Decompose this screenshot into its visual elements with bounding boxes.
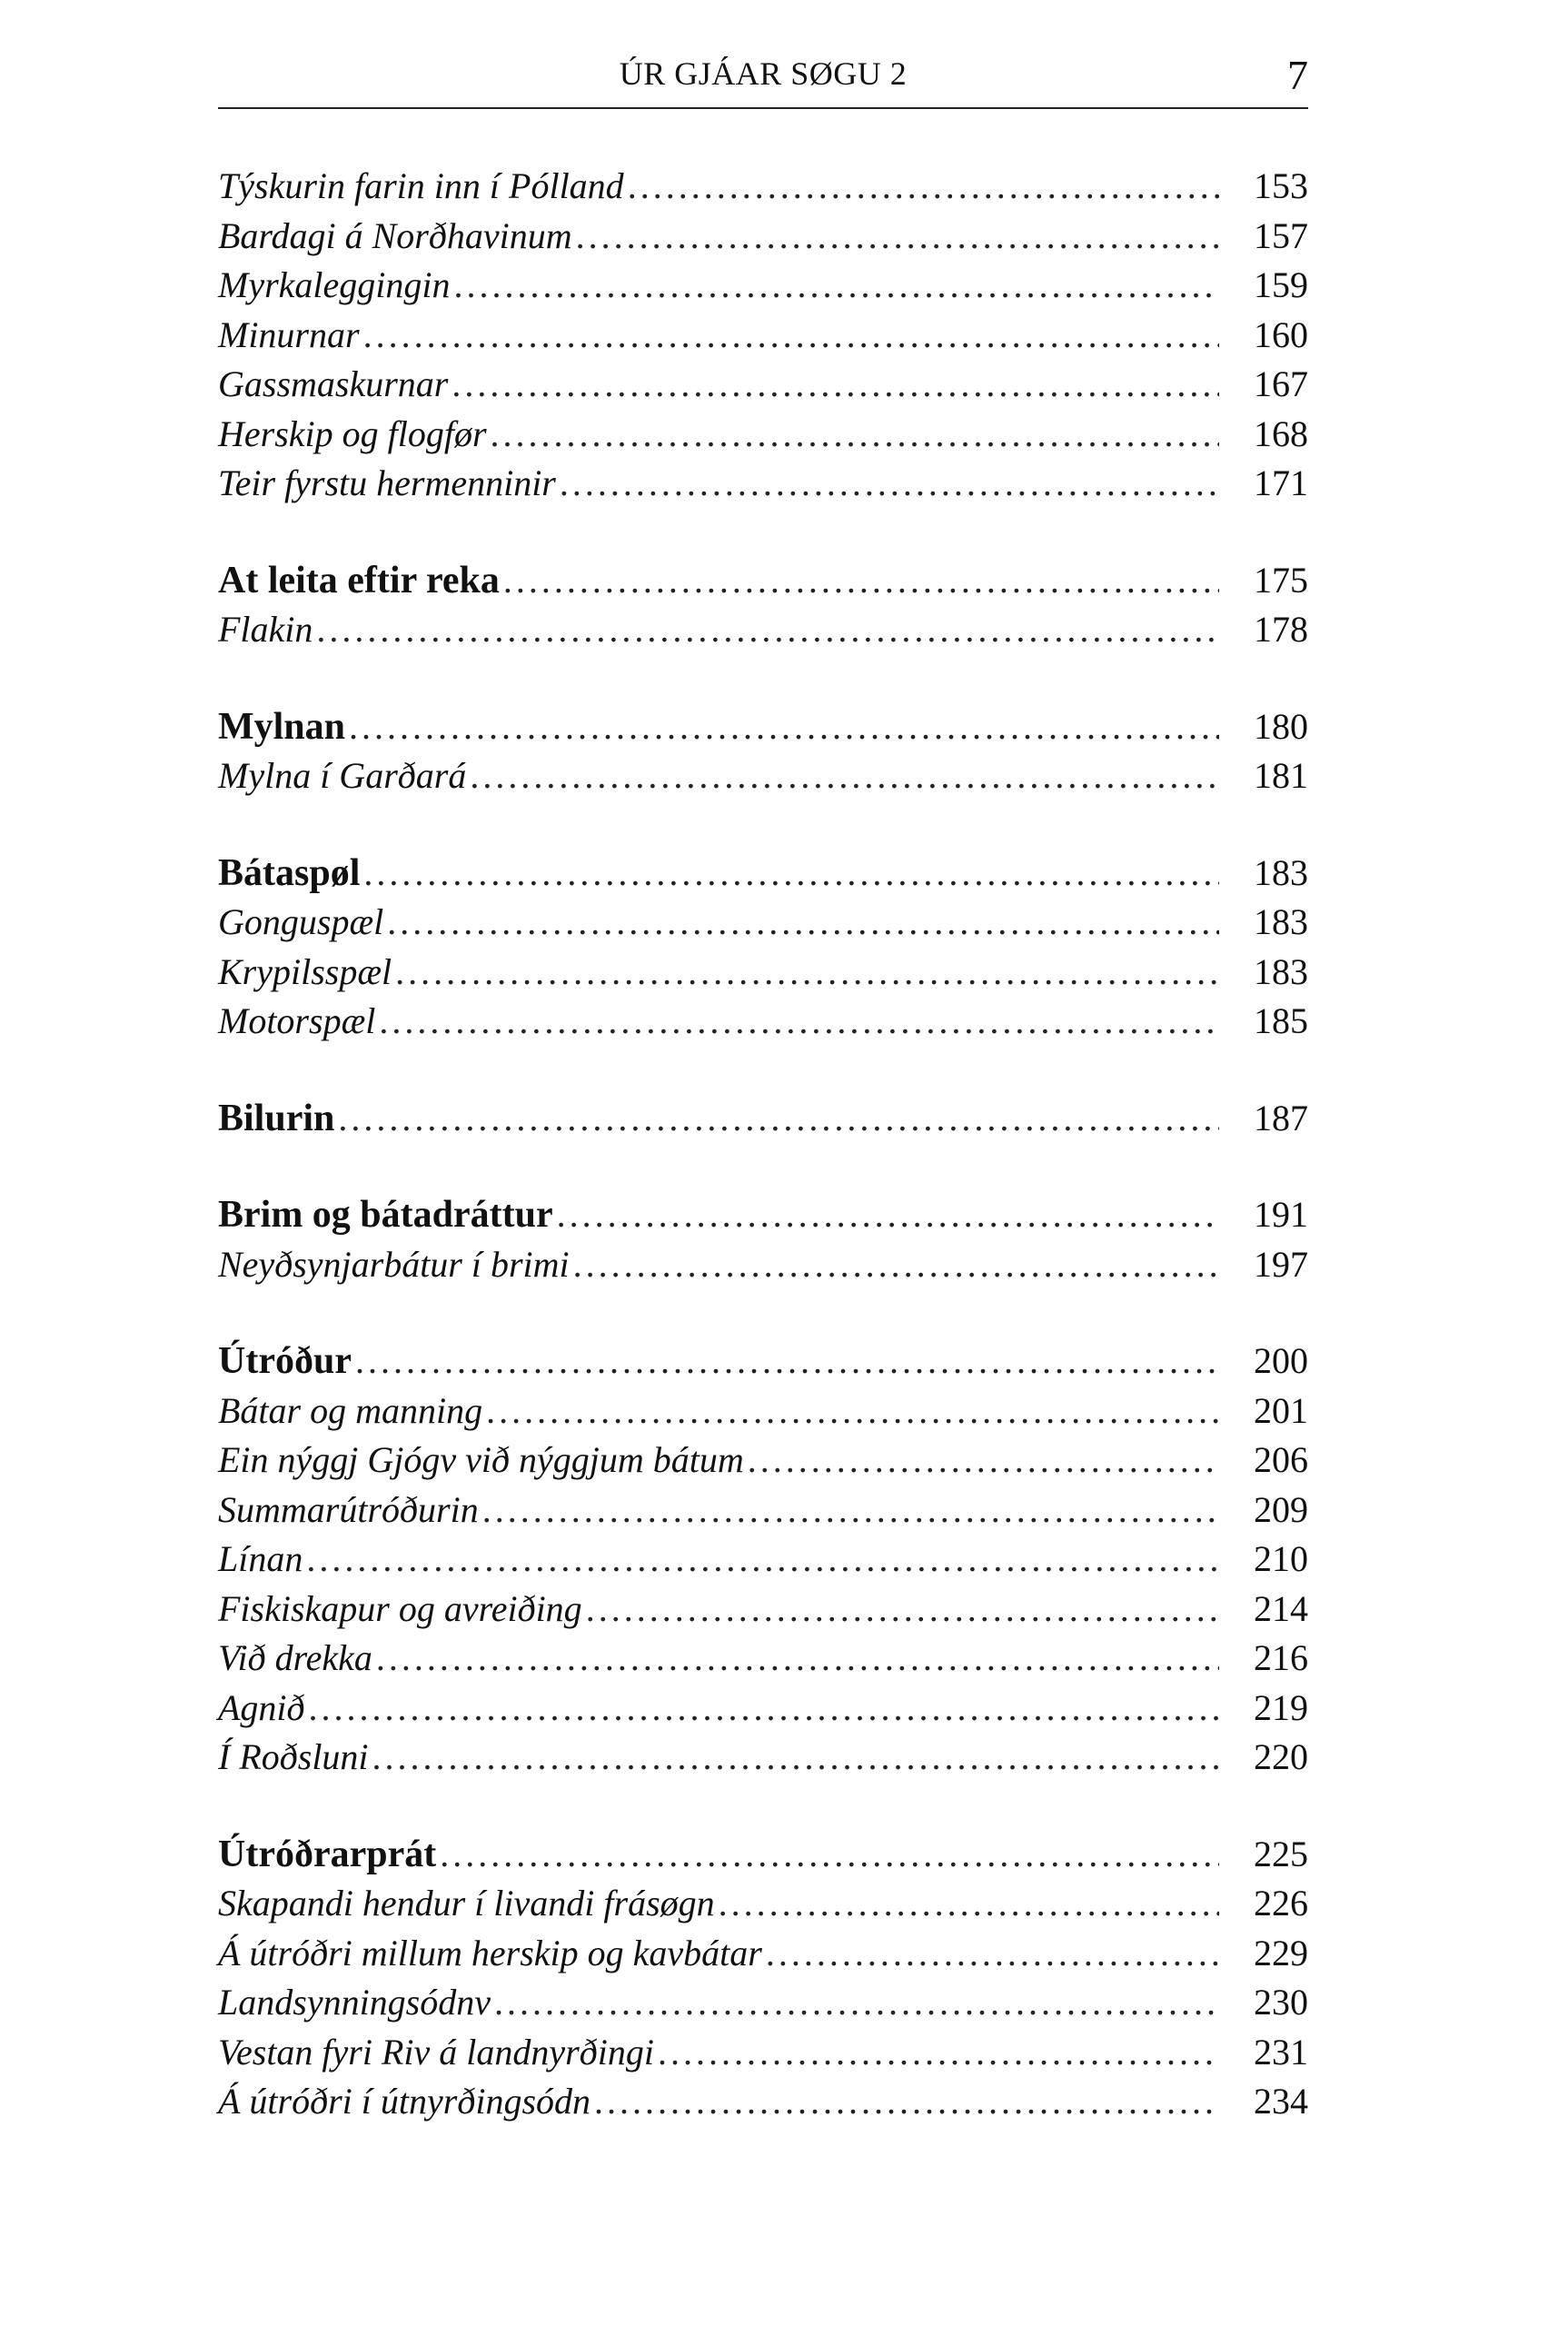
toc-entry-page: 201 xyxy=(1254,1389,1308,1431)
toc-entry-page: 200 xyxy=(1254,1340,1308,1381)
toc-entry-title: Týskurin farin inn í Pólland xyxy=(218,165,624,206)
toc-entry-title: Mylna í Garðará xyxy=(218,755,467,796)
toc-entry-page: 183 xyxy=(1254,901,1308,942)
dot-leader xyxy=(654,2028,1219,2077)
running-head xyxy=(218,51,1308,105)
toc-entry-title: Neyðsynjarbátur í brimi xyxy=(218,1243,570,1285)
dot-leader xyxy=(352,1337,1219,1386)
dot-leader xyxy=(570,1240,1219,1289)
toc-entry[interactable] xyxy=(218,162,1308,212)
dot-leader xyxy=(479,1486,1219,1535)
toc-entry[interactable] xyxy=(218,2028,1308,2078)
toc-entry[interactable] xyxy=(218,261,1308,311)
toc-entry-title: Gonguspæl xyxy=(218,901,384,942)
toc-entry-page: 160 xyxy=(1254,313,1308,355)
toc-entry-title: Bilurin xyxy=(218,1097,335,1139)
toc-section-heading[interactable] xyxy=(218,1190,1308,1240)
toc-entry[interactable] xyxy=(218,1585,1308,1635)
dot-leader xyxy=(383,898,1219,947)
toc-entry-page: 181 xyxy=(1254,755,1308,796)
toc-entry-title: Flakin xyxy=(218,609,313,650)
toc-entry[interactable] xyxy=(218,751,1308,801)
toc-entry[interactable] xyxy=(218,1978,1308,2028)
toc-entry-title: Útróður xyxy=(218,1340,352,1382)
toc-entry-title: Bardagi á Norðhavinum xyxy=(218,214,572,256)
dot-leader xyxy=(744,1436,1219,1485)
toc-entry-page: 183 xyxy=(1254,851,1308,893)
toc-entry-page: 167 xyxy=(1254,363,1308,404)
dot-leader xyxy=(448,360,1219,409)
toc-section xyxy=(218,702,1308,801)
dot-leader xyxy=(360,849,1219,898)
dot-leader xyxy=(305,1684,1219,1733)
dot-leader xyxy=(375,997,1219,1046)
toc-entry[interactable] xyxy=(218,360,1308,410)
toc-section-heading[interactable] xyxy=(218,1094,1308,1144)
toc-entry-title: Línan xyxy=(218,1538,303,1579)
table-of-contents xyxy=(218,162,1308,2174)
running-title: ÚR GJÁAR SØGU 2 xyxy=(619,55,908,92)
toc-entry-title: Krypilsspæl xyxy=(218,950,392,992)
toc-entry-page: 210 xyxy=(1254,1538,1308,1579)
toc-entry-title: Ein nýggj Gjógv við nýggjum bátum xyxy=(218,1439,744,1480)
toc-entry-page: 159 xyxy=(1254,264,1308,305)
toc-entry-page: 219 xyxy=(1254,1686,1308,1728)
toc-entry-page: 230 xyxy=(1254,1982,1308,2023)
toc-entry-page: 197 xyxy=(1254,1243,1308,1285)
toc-section-heading[interactable] xyxy=(218,1830,1308,1880)
toc-section xyxy=(218,556,1308,655)
toc-entry-page: 191 xyxy=(1254,1194,1308,1235)
toc-entry[interactable] xyxy=(218,1486,1308,1536)
toc-entry-page: 225 xyxy=(1254,1833,1308,1874)
dot-leader xyxy=(500,556,1219,605)
toc-entry-page: 226 xyxy=(1254,1883,1308,1923)
toc-section xyxy=(218,1190,1308,1289)
dot-leader xyxy=(466,751,1219,800)
toc-entry-page: 175 xyxy=(1254,559,1308,601)
toc-entry-page: 168 xyxy=(1254,413,1308,454)
toc-entry[interactable] xyxy=(218,1634,1308,1684)
toc-entry-title: Gassmaskurnar xyxy=(218,363,449,404)
toc-entry-title: Mylnan xyxy=(218,705,346,748)
toc-entry-page: 214 xyxy=(1254,1587,1308,1629)
dot-leader xyxy=(303,1535,1219,1584)
toc-entry-title: At leita eftir reka xyxy=(218,559,500,601)
dot-leader xyxy=(582,1585,1219,1634)
dot-leader xyxy=(392,948,1219,997)
toc-entry[interactable] xyxy=(218,1929,1308,1979)
dot-leader xyxy=(590,2077,1219,2126)
dot-leader xyxy=(372,1634,1219,1683)
toc-section-heading[interactable] xyxy=(218,556,1308,606)
toc-entry[interactable] xyxy=(218,1387,1308,1436)
toc-entry-page: 178 xyxy=(1254,609,1308,650)
toc-entry[interactable] xyxy=(218,311,1308,361)
toc-entry-page: 234 xyxy=(1254,2081,1308,2122)
toc-entry-page: 209 xyxy=(1254,1488,1308,1530)
toc-entry-page: 185 xyxy=(1254,1000,1308,1041)
toc-section xyxy=(218,1337,1308,1783)
dot-leader xyxy=(624,162,1219,211)
dot-leader xyxy=(436,1830,1219,1879)
toc-entry[interactable] xyxy=(218,605,1308,655)
dot-leader xyxy=(553,1190,1219,1239)
dot-leader xyxy=(572,212,1219,261)
dot-leader xyxy=(556,459,1219,508)
toc-section xyxy=(218,849,1308,1047)
toc-entry-page: 206 xyxy=(1254,1439,1308,1480)
toc-entry[interactable] xyxy=(218,410,1308,460)
toc-entry-title: Myrkaleggingin xyxy=(218,264,451,305)
dot-leader xyxy=(762,1929,1219,1978)
toc-section-heading[interactable] xyxy=(218,1337,1308,1387)
toc-entry-title: Skapandi hendur í livandi frásøgn xyxy=(218,1883,715,1923)
toc-entry-title: Summarútróðurin xyxy=(218,1488,479,1530)
toc-entry[interactable] xyxy=(218,2077,1308,2127)
toc-entry-page: 231 xyxy=(1254,2031,1308,2073)
toc-entry[interactable] xyxy=(218,1436,1308,1486)
toc-entry-title: Herskip og flogfør xyxy=(218,413,487,454)
toc-section-heading[interactable] xyxy=(218,702,1308,752)
toc-entry-title: Landsynningsódnv xyxy=(218,1982,491,2023)
toc-entry[interactable] xyxy=(218,1535,1308,1585)
toc-section xyxy=(218,1094,1308,1144)
page-number: 7 xyxy=(1287,52,1308,98)
toc-entry-title: Útróðrarprát xyxy=(218,1833,437,1875)
toc-entry-title: Bátar og manning xyxy=(218,1389,483,1431)
toc-entry-page: 171 xyxy=(1254,462,1308,503)
toc-entry[interactable] xyxy=(218,1684,1308,1734)
dot-leader xyxy=(451,261,1220,310)
toc-entry[interactable] xyxy=(218,212,1308,262)
toc-entry-title: Á útróðri millum herskip og kavbátar xyxy=(218,1932,762,1973)
dot-leader xyxy=(715,1879,1219,1928)
dot-leader xyxy=(491,1978,1219,2027)
toc-entry-page: 216 xyxy=(1254,1637,1308,1678)
dot-leader xyxy=(487,410,1219,459)
toc-entry-title: Brim og bátadráttur xyxy=(218,1194,553,1236)
toc-section xyxy=(218,1830,1308,2127)
toc-section-heading[interactable] xyxy=(218,849,1308,899)
toc-entry-title: Teir fyrstu hermenninir xyxy=(218,462,556,503)
toc-entry[interactable] xyxy=(218,997,1308,1047)
toc-entry-page: 153 xyxy=(1254,165,1308,206)
toc-entry-title: Á útróðri í útnyrðingsódn xyxy=(218,2081,591,2122)
toc-section xyxy=(218,162,1308,509)
dot-leader xyxy=(334,1094,1219,1143)
toc-entry-page: 187 xyxy=(1254,1097,1308,1138)
header-rule xyxy=(218,107,1308,109)
toc-entry-title: Vestan fyri Riv á landnyrðingi xyxy=(218,2031,654,2073)
toc-entry[interactable] xyxy=(218,948,1308,998)
toc-entry[interactable] xyxy=(218,1733,1308,1783)
toc-entry-page: 180 xyxy=(1254,705,1308,747)
toc-entry[interactable] xyxy=(218,459,1308,509)
toc-entry-title: Motorspæl xyxy=(218,1000,376,1041)
toc-entry[interactable] xyxy=(218,1240,1308,1290)
toc-entry-page: 183 xyxy=(1254,950,1308,992)
toc-entry-page: 157 xyxy=(1254,214,1308,256)
toc-entry-title: Fiskiskapur og avreiðing xyxy=(218,1587,582,1629)
toc-entry-title: Minurnar xyxy=(218,313,360,355)
dot-leader xyxy=(313,605,1219,654)
toc-entry-title: Agnið xyxy=(218,1686,305,1728)
toc-entry[interactable] xyxy=(218,898,1308,948)
dot-leader xyxy=(482,1387,1219,1436)
toc-entry-page: 229 xyxy=(1254,1932,1308,1973)
dot-leader xyxy=(345,702,1219,751)
dot-leader xyxy=(369,1733,1219,1782)
toc-entry-page: 220 xyxy=(1254,1736,1308,1777)
toc-entry-title: Bátaspøl xyxy=(218,851,361,894)
toc-entry-title: Í Roðsluni xyxy=(218,1736,369,1777)
toc-entry[interactable] xyxy=(218,1879,1308,1929)
dot-leader xyxy=(360,311,1219,360)
toc-entry-title: Við drekka xyxy=(218,1637,372,1678)
